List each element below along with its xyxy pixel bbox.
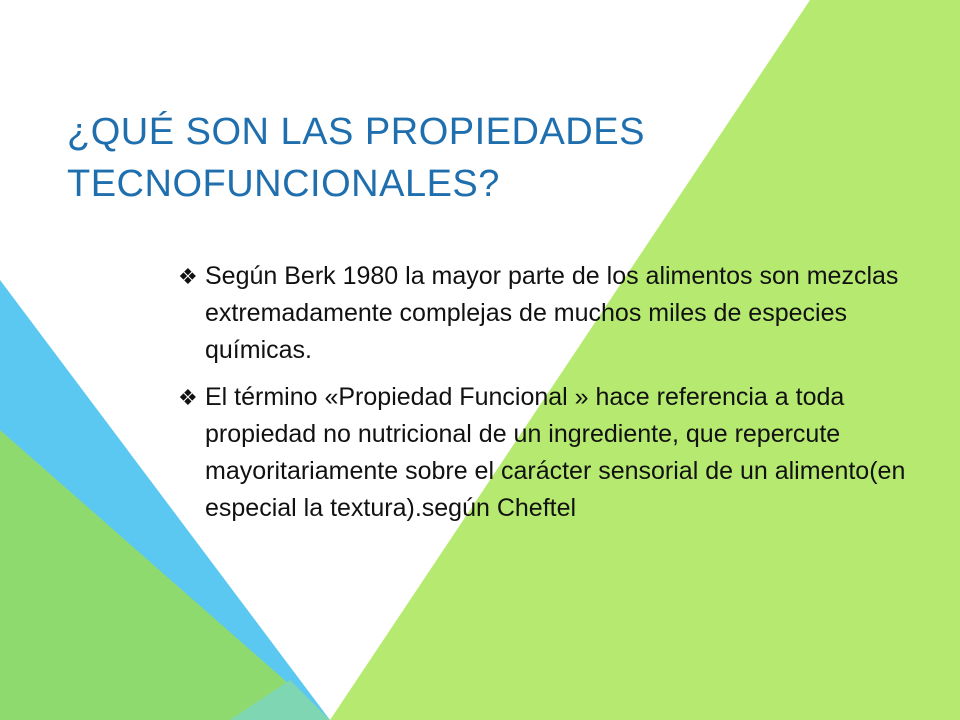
bullet-item [178,379,918,527]
bullet-text: Según Berk 1980 la mayor parte de los alimentos son mezclas extremadamente complejas de muchos miles de especies químicas. [205,262,899,364]
bullet-text: El término «Propiedad Funcional » hace referencia a toda propiedad no nutricional de un ingrediente, que repercute mayoritariamente sobre el carácter sensorial de un alimento(en especial la textura).según Cheftel [205,383,906,522]
diamond-dots-icon: ❖ [178,264,198,289]
slide-title: ¿QUÉ SON LAS PROPIEDADES TECNOFUNCIONALES? [67,111,645,205]
diamond-dots-icon: ❖ [178,385,198,410]
bullet-item [178,258,918,369]
bullet-list [178,258,918,537]
